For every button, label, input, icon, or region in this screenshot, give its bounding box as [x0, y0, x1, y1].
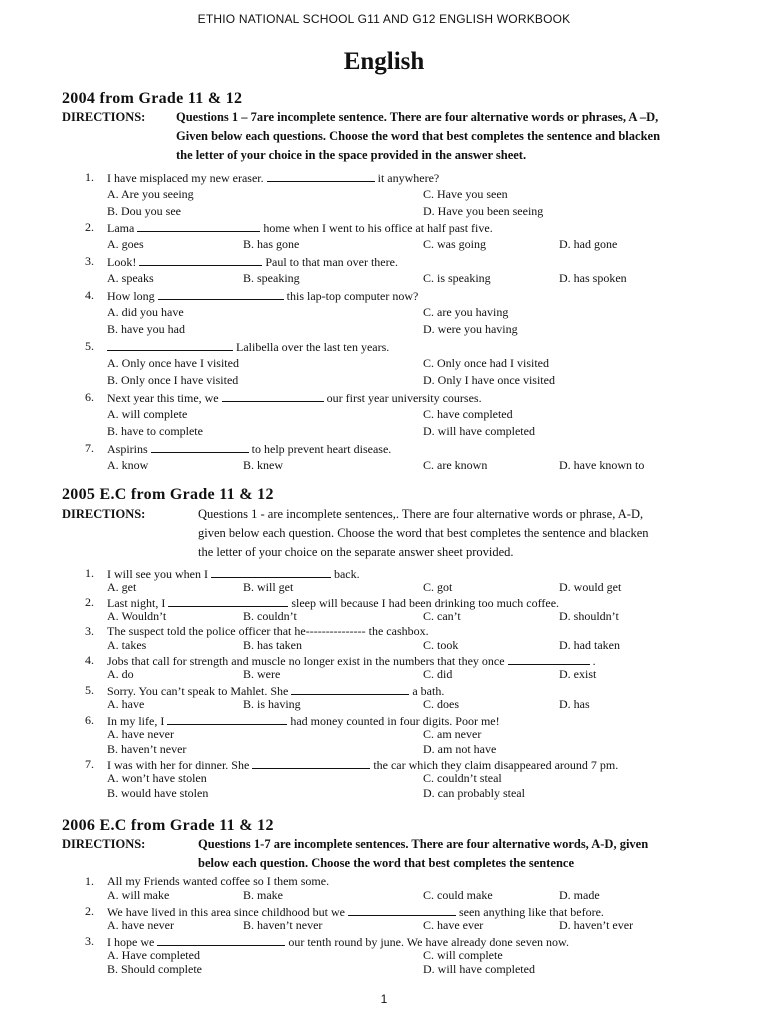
option-c: C. got: [423, 580, 453, 594]
answer-blank: [158, 288, 284, 300]
option-b: B. speaking: [243, 271, 300, 285]
stem-text: it anywhere?: [377, 171, 440, 185]
stem-text: Next year this time, we: [107, 391, 219, 405]
option-a: A. get: [107, 580, 137, 594]
question-item: [0, 254, 768, 271]
option-a: A. have never: [107, 727, 174, 741]
answer-blank: [107, 339, 233, 351]
option-c: C. could make: [423, 888, 493, 902]
stem-text: .: [592, 654, 596, 668]
answer-blank: [211, 566, 331, 578]
stem-text: our first year university courses.: [326, 391, 482, 405]
page-number: 1: [380, 992, 388, 1006]
question-stem: [107, 170, 439, 186]
question-stem: [107, 624, 429, 639]
option-c: C. have ever: [423, 918, 484, 932]
stem-text: Lalibella over the last ten years.: [236, 340, 390, 354]
stem-text: the car which they claim disappeared around 7 pm.: [373, 758, 619, 772]
question-number: 3.: [85, 934, 94, 948]
option-c: C. was going: [423, 237, 486, 251]
answer-blank: [222, 390, 324, 402]
option-d: D. has spoken: [559, 271, 627, 285]
option-a: A. Wouldn’t: [107, 609, 167, 623]
stem-text: seen anything like that before.: [458, 905, 604, 919]
answer-blank: [137, 220, 260, 232]
question-item: [0, 441, 768, 458]
options-row: [0, 271, 768, 288]
question-number: 4.: [85, 288, 94, 302]
options-row: [0, 888, 768, 905]
section-heading: 2004 from Grade 11 & 12: [62, 90, 243, 107]
stem-text: All my Friends wanted coffee so I them some.: [107, 874, 330, 888]
option-c: C. Have you seen: [423, 187, 508, 201]
option-c: C. did: [423, 667, 453, 681]
question-item: [0, 220, 768, 237]
stem-text: How long: [107, 289, 155, 303]
stem-text: The suspect told the police officer that he--------------- the cashbox.: [107, 624, 429, 638]
options-row: [0, 187, 768, 204]
answer-blank: [167, 713, 287, 725]
option-a: A. speaks: [107, 271, 154, 285]
question-number: 7.: [85, 757, 94, 771]
option-a: A. have never: [107, 918, 174, 932]
option-d: D. made: [559, 888, 600, 902]
question-item: [0, 339, 768, 356]
stem-text: Jobs that call for strength and muscle no longer exist in the numbers that they once: [107, 654, 505, 668]
options-row: [0, 697, 768, 714]
option-c: C. couldn’t steal: [423, 771, 502, 785]
option-b: B. will get: [243, 580, 294, 594]
option-a: A. Are you seeing: [107, 187, 194, 201]
stem-text: home when I went to his office at half past five.: [263, 221, 493, 235]
option-a: A. do: [107, 667, 134, 681]
option-b: B. haven’t never: [107, 742, 187, 756]
options-row: [0, 322, 768, 339]
stem-text: We have lived in this area since childhood but we: [107, 905, 345, 919]
option-c: C. does: [423, 697, 459, 711]
option-b: B. has taken: [243, 638, 302, 652]
question-number: 3.: [85, 624, 94, 638]
option-c: C. are known: [423, 458, 488, 472]
option-b: B. have to complete: [107, 424, 203, 438]
option-b: B. were: [243, 667, 281, 681]
options-row: [0, 204, 768, 221]
option-d: D. Have you been seeing: [423, 204, 544, 218]
options-row: [0, 918, 768, 935]
question-stem: [107, 254, 398, 270]
option-a: A. have: [107, 697, 145, 711]
stem-text: a bath.: [412, 684, 445, 698]
stem-text: to help prevent heart disease.: [251, 442, 392, 456]
options-row: [0, 373, 768, 390]
option-a: A. won’t have stolen: [107, 771, 207, 785]
question-number: 1.: [85, 566, 94, 580]
option-c: C. is speaking: [423, 271, 491, 285]
option-a: A. will make: [107, 888, 170, 902]
section-heading: 2005 E.C from Grade 11 & 12: [62, 486, 274, 503]
stem-text: this lap-top computer now?: [286, 289, 419, 303]
directions-text: Questions 1-7 are incomplete sentences. There are four alternative words, A-D, given below each question. Choose the word that best completes the sentence: [198, 837, 649, 870]
answer-blank: [348, 904, 456, 916]
stem-text: Sorry. You can’t speak to Mahlet. She: [107, 684, 289, 698]
options-row: [0, 237, 768, 254]
question-number: 2.: [85, 595, 94, 609]
option-b: B. has gone: [243, 237, 300, 251]
option-c: C. are you having: [423, 305, 509, 319]
question-stem: [107, 874, 329, 889]
running-header: ETHIO NATIONAL SCHOOL G11 AND G12 ENGLISH WORKBOOK: [197, 12, 571, 26]
stem-text: our tenth round by june. We have already done seven now.: [288, 935, 569, 949]
option-d: D. shouldn’t: [559, 609, 619, 623]
option-a: A. Have completed: [107, 948, 200, 962]
stem-text: Look!: [107, 255, 137, 269]
question-stem: [107, 441, 391, 457]
answer-blank: [139, 254, 262, 266]
option-a: A. Only once have I visited: [107, 356, 239, 370]
option-a: A. will complete: [107, 407, 188, 421]
stem-text: In my life, I: [107, 714, 165, 728]
question-stem: [107, 390, 482, 406]
stem-text: I will see you when I: [107, 567, 208, 581]
options-row: [0, 356, 768, 373]
page-title: English: [343, 48, 425, 75]
question-number: 4.: [85, 653, 94, 667]
option-a: A. know: [107, 458, 149, 472]
option-b: B. have you had: [107, 322, 185, 336]
question-number: 1.: [85, 874, 94, 888]
option-b: B. Dou you see: [107, 204, 181, 218]
option-d: D. have known to: [559, 458, 645, 472]
option-c: C. have completed: [423, 407, 513, 421]
question-stem: [107, 288, 418, 304]
options-row: [0, 458, 768, 475]
option-d: D. can probably steal: [423, 786, 525, 800]
question-item: [0, 288, 768, 305]
question-number: 5.: [85, 683, 94, 697]
stem-text: I was with her for dinner. She: [107, 758, 250, 772]
option-d: D. am not have: [423, 742, 497, 756]
answer-blank: [168, 595, 288, 607]
section-heading: 2006 E.C from Grade 11 & 12: [62, 817, 274, 834]
options-row: [0, 305, 768, 322]
question-number: 2.: [85, 904, 94, 918]
option-b: B. haven’t never: [243, 918, 323, 932]
options-row: [0, 962, 768, 979]
option-a: A. goes: [107, 237, 144, 251]
question-number: 6.: [85, 713, 94, 727]
option-b: B. make: [243, 888, 283, 902]
option-c: C. am never: [423, 727, 482, 741]
directions-text: Questions 1 – 7are incomplete sentence. There are four alternative words or phrases, A –D, Given below each questions. Choose the word that best completes the sentence and blacken the letter of your choice in the space provided in the answer sheet.: [176, 110, 661, 162]
answer-blank: [508, 653, 590, 665]
option-c: C. took: [423, 638, 459, 652]
option-d: D. had gone: [559, 237, 618, 251]
option-d: D. will have completed: [423, 424, 535, 438]
option-d: D. would get: [559, 580, 622, 594]
stem-text: I have misplaced my new eraser.: [107, 171, 264, 185]
option-c: C. can’t: [423, 609, 461, 623]
stem-text: sleep will because I had been drinking too much coffee.: [291, 596, 560, 610]
directions-label: DIRECTIONS:: [62, 837, 146, 851]
question-item: [0, 170, 768, 187]
option-b: B. is having: [243, 697, 301, 711]
option-d: D. Only I have once visited: [423, 373, 555, 387]
question-number: 7.: [85, 441, 94, 455]
question-item: [0, 390, 768, 407]
option-a: A. takes: [107, 638, 147, 652]
option-c: C. will complete: [423, 948, 503, 962]
option-c: C. Only once had I visited: [423, 356, 549, 370]
options-row: [0, 786, 768, 803]
question-number: 1.: [85, 170, 94, 184]
question-number: 6.: [85, 390, 94, 404]
options-row: [0, 407, 768, 424]
stem-text: I hope we: [107, 935, 155, 949]
answer-blank: [151, 441, 249, 453]
answer-blank: [267, 170, 375, 182]
option-b: B. Should complete: [107, 962, 202, 976]
question-number: 5.: [85, 339, 94, 353]
option-b: B. knew: [243, 458, 283, 472]
directions-label: DIRECTIONS:: [62, 110, 146, 124]
stem-text: back.: [333, 567, 360, 581]
directions-text: Questions 1 - are incomplete sentences,. There are four alternative words or phrase, A-D, given below each question. Choose the word that best completes the sentence and blacken the letter of your choice on the separate answer sheet provided.: [198, 507, 649, 559]
option-b: B. would have stolen: [107, 786, 209, 800]
answer-blank: [157, 934, 285, 946]
option-b: B. Only once I have visited: [107, 373, 239, 387]
option-a: A. did you have: [107, 305, 184, 319]
option-d: D. were you having: [423, 322, 518, 336]
stem-text: had money counted in four digits. Poor me!: [290, 714, 500, 728]
question-stem: [107, 220, 493, 236]
options-row: [0, 667, 768, 684]
option-d: D. haven’t ever: [559, 918, 634, 932]
option-d: D. has: [559, 697, 590, 711]
stem-text: Lama: [107, 221, 135, 235]
stem-text: Paul to that man over there.: [265, 255, 398, 269]
question-number: 3.: [85, 254, 94, 268]
question-stem: [107, 339, 389, 355]
answer-blank: [291, 683, 409, 695]
directions-label: DIRECTIONS:: [62, 507, 146, 521]
question-number: 2.: [85, 220, 94, 234]
stem-text: Last night, I: [107, 596, 166, 610]
stem-text: Aspirins: [107, 442, 148, 456]
option-d: D. had taken: [559, 638, 620, 652]
option-b: B. couldn’t: [243, 609, 297, 623]
options-row: [0, 424, 768, 441]
option-d: D. will have completed: [423, 962, 535, 976]
option-d: D. exist: [559, 667, 597, 681]
answer-blank: [252, 757, 370, 769]
